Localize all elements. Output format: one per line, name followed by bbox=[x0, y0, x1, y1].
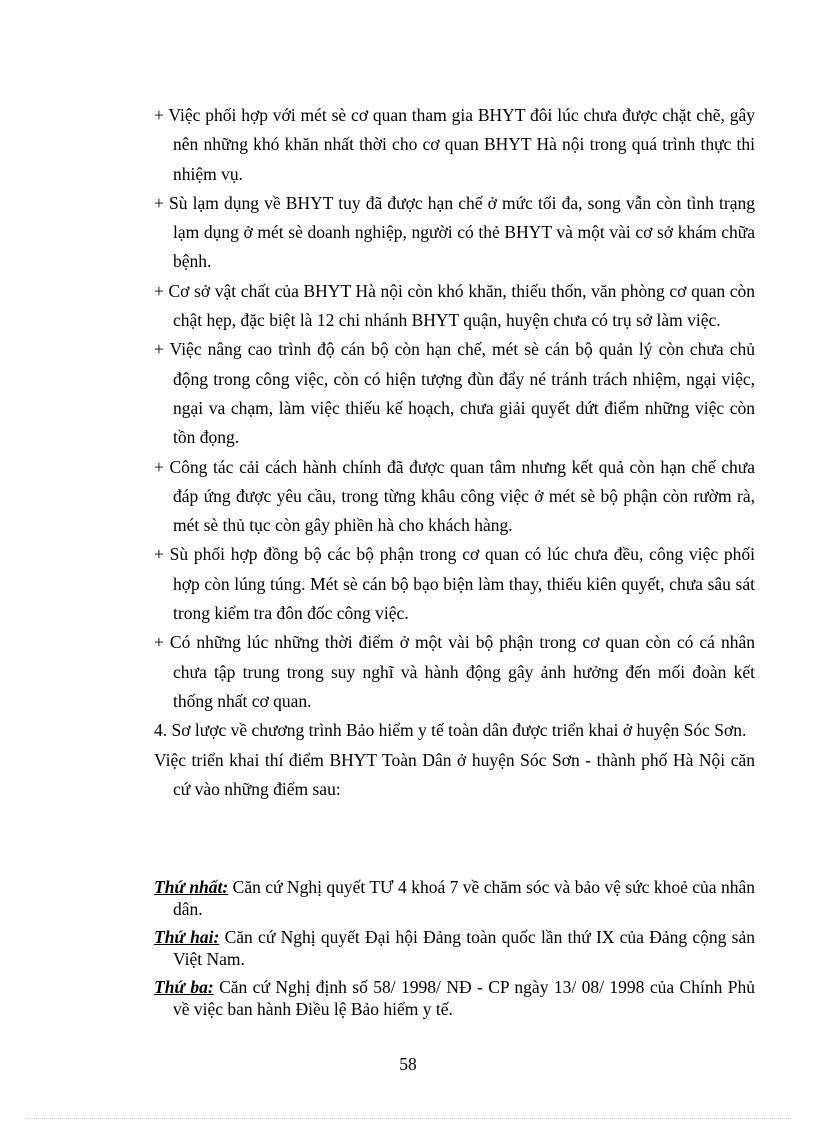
basis-text: Căn cứ Nghị quyết Đại hội Đảng toàn quốc lần thứ IX của Đảng cộng sản Việt Nam. bbox=[173, 927, 755, 969]
paragraph-abuse: + Sù lạm dụng về BHYT tuy đã được hạn chế ở mức tối đa, song vẫn còn tình trạng lạm dụng ở mét sè doanh nghiệp, người có thẻ BHYT và một vài cơ sở khám chữa bệnh. bbox=[154, 192, 755, 272]
basis-item-second bbox=[154, 926, 755, 970]
basis-label: Thứ hai: bbox=[154, 927, 220, 947]
basis-label: Thứ ba: bbox=[154, 977, 214, 997]
paragraph-dept-coordination: + Sù phối hợp đồng bộ các bộ phận trong cơ quan có lúc chưa đều, công việc phối hợp còn lúng túng. Mét sè cán bộ bạo biện làm thay, thiếu kiên quyết, chưa sâu sát trong kiểm tra đôn đốc công việc. bbox=[154, 544, 755, 624]
basis-item-first bbox=[154, 876, 755, 920]
paragraph-pilot-basis: Việc triển khai thí điểm BHYT Toàn Dân ở huyện Sóc Sơn - thành phố Hà Nội căn cứ vào những điểm sau: bbox=[154, 749, 755, 799]
paragraph-facilities: + Cơ sở vật chất của BHYT Hà nội còn khó khăn, thiếu thốn, văn phòng cơ quan còn chật hẹp, đặc biệt là 12 chi nhánh BHYT quận, huyện chưa có trụ sở làm việc. bbox=[154, 280, 755, 331]
basis-label: Thứ nhất: bbox=[154, 877, 229, 897]
section-heading-universal-insurance: 4. Sơ lược về chương trình Bảo hiểm y tế toàn dân được triển khai ở huyện Sóc Sơn. bbox=[154, 720, 747, 741]
basis-text: Căn cứ Nghị quyết TƯ 4 khoá 7 về chăm sóc và bảo vệ sức khoẻ của nhân dân. bbox=[173, 877, 755, 919]
paragraph-admin-reform: + Công tác cải cách hành chính đã được quan tâm nhưng kết quả còn hạn chế chưa đáp ứng được yêu cầu, trong từng khâu công việc ở mét sè bộ phận còn rườm rà, mét sè thủ tục còn gây phiền hà cho khách hàng. bbox=[154, 456, 755, 536]
paragraph-staff-skills: + Việc nâng cao trình độ cán bộ còn hạn chế, mét sè cán bộ quản lý còn chưa chủ động trong công việc, còn có hiện tượng đùn đẩy né tránh trách nhiệm, ngại việc, ngại va chạm, làm việc thiếu kế hoạch, chưa giải quyết dứt điểm những việc còn tồn đọng. bbox=[154, 339, 755, 448]
basis-text: Căn cứ Nghị định số 58/ 1998/ NĐ - CP ngày 13/ 08/ 1998 của Chính Phủ về việc ban hành Điều lệ Bảo hiểm y tế. bbox=[173, 977, 755, 1019]
legal-bases-list bbox=[154, 876, 755, 1026]
body-text bbox=[154, 101, 755, 804]
page-number: 58 bbox=[399, 1054, 417, 1074]
paragraph-unity: + Có những lúc những thời điểm ở một vài bộ phận trong cơ quan còn có cá nhân chưa tập trung trong suy nghĩ và hành động gây ảnh hưởng đến mối đoàn kết thống nhất cơ quan. bbox=[154, 632, 755, 711]
basis-item-third bbox=[154, 976, 755, 1020]
paragraph-coordination: + Việc phối hợp với mét sè cơ quan tham gia BHYT đôi lúc chưa được chặt chẽ, gây nên những khó khăn nhất thời cho cơ quan BHYT Hà nội trong quá trình thực thi nhiệm vụ. bbox=[154, 105, 755, 184]
footer-divider bbox=[25, 1118, 791, 1119]
